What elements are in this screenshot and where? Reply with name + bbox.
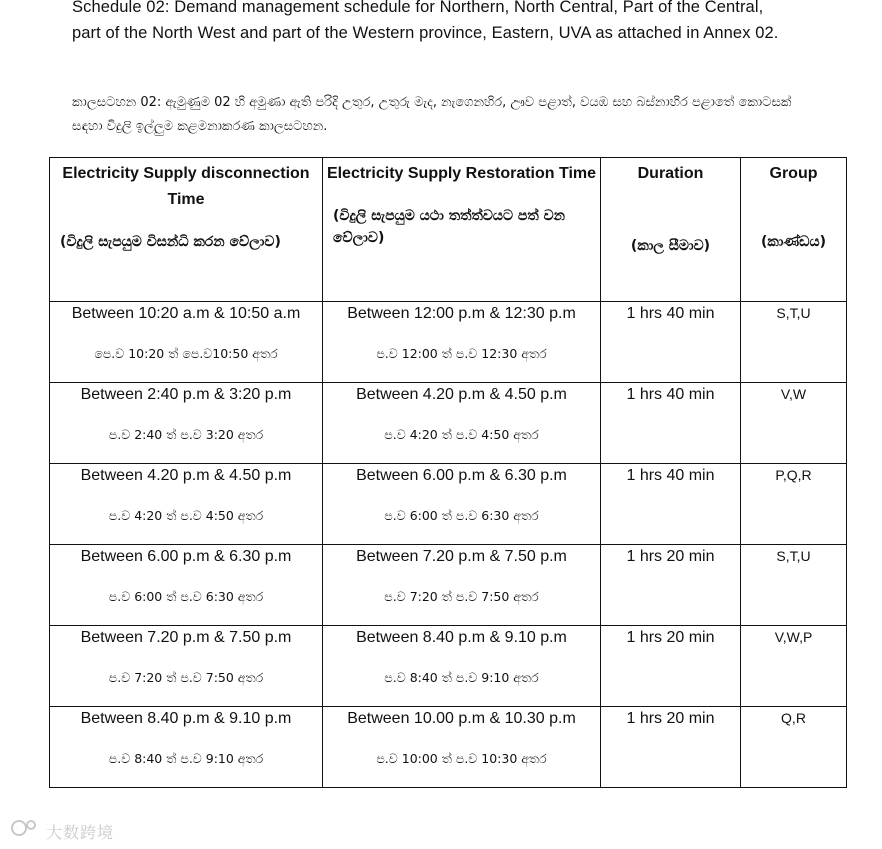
disconnect-cell — [50, 464, 323, 545]
header-restoration — [323, 158, 601, 302]
table-row — [50, 383, 847, 464]
disconnect-time-si: ප.ව 2:40 ත් ප.ව 3:20 අතර — [108, 427, 264, 442]
disconnect-time-en: Between 10:20 a.m & 10:50 a.m — [71, 305, 301, 322]
duration-value: 1 hrs 20 min — [626, 710, 715, 727]
restore-time-si: ප.ව 7:20 ත් ප.ව 7:50 අතර — [384, 589, 539, 604]
restore-time-en: Between 8.40 p.m & 9.10 p.m — [356, 629, 567, 646]
restore-time-en: Between 10.00 p.m & 10.30 p.m — [347, 710, 576, 727]
duration-value: 1 hrs 20 min — [626, 548, 715, 565]
disconnect-time-si: ප.ව 7:20 ත් ප.ව 7:50 අතර — [108, 670, 264, 685]
duration-cell — [601, 707, 741, 788]
watermark-logo-icon — [10, 823, 46, 842]
group-value: V,W — [780, 386, 807, 402]
disconnect-time-si: ප.ව 4:20 ත් ප.ව 4:50 අතර — [108, 508, 264, 523]
table-row — [50, 626, 847, 707]
disconnect-cell — [50, 383, 323, 464]
restore-cell — [323, 707, 601, 788]
disconnect-time-en: Between 8.40 p.m & 9.10 p.m — [80, 710, 292, 727]
watermark-text: 大数跨境 — [46, 823, 115, 842]
watermark — [10, 818, 114, 843]
restore-time-si: ප.ව 4:20 ත් ප.ව 4:50 අතර — [384, 427, 539, 442]
disconnect-time-si: පෙ.ව 10:20 ත් පෙ.ව10:50 අතර — [94, 346, 278, 361]
group-cell — [741, 383, 847, 464]
group-cell — [741, 302, 847, 383]
group-cell — [741, 626, 847, 707]
disconnect-time-en: Between 6.00 p.m & 6.30 p.m — [80, 548, 292, 565]
header-restoration-en: Electricity Supply Restoration Time — [326, 165, 597, 182]
group-value: V,W,P — [774, 629, 813, 645]
disconnect-time-en: Between 2:40 p.m & 3:20 p.m — [80, 386, 292, 403]
duration-cell — [601, 626, 741, 707]
duration-cell — [601, 302, 741, 383]
duration-cell — [601, 464, 741, 545]
header-duration — [601, 158, 741, 302]
restore-time-si: ප.ව 10:00 ත් ප.ව 10:30 අතර — [376, 751, 547, 766]
disconnect-cell — [50, 545, 323, 626]
restore-time-si: ප.ව 12:00 ත් ප.ව 12:30 අතර — [376, 346, 547, 361]
schedule-table — [49, 157, 847, 788]
restore-time-en: Between 7.20 p.m & 7.50 p.m — [356, 548, 567, 565]
group-value: Q,R — [781, 710, 806, 726]
header-duration-en: Duration — [637, 165, 704, 182]
header-duration-si: (කාල සීමාව) — [630, 238, 711, 254]
header-disconnection-en: Electricity Supply disconnection Time — [62, 165, 310, 208]
duration-cell — [601, 545, 741, 626]
header-restoration-si: (විදුලි සැපයුම යථා තත්ත්වයට පත් වන වේලාව) — [333, 208, 566, 246]
header-disconnection — [50, 158, 323, 302]
disconnect-cell — [50, 707, 323, 788]
restore-cell — [323, 464, 601, 545]
header-group-si: (කාණ්ඩය) — [761, 234, 826, 250]
disconnect-time-si: ප.ව 8:40 ත් ප.ව 9:10 අතර — [108, 751, 264, 766]
intro-sinhala: කාලසටහන 02: ඇමුණුම 02 හි අමුණා ඇති පරිදි උතුර, උතුරු මැද, නැගෙනහිර, ඌව පළාත්, වයඹ සහ බස්නාහිර පළාතේ කොටසක් සඳහා විදුලි ඉල්ලුම කළමනාකරණ කාලසටහන. — [72, 95, 792, 134]
group-value: S,T,U — [776, 305, 811, 321]
restore-time-si: ප.ව 6:00 ත් ප.ව 6:30 අතර — [384, 508, 539, 523]
restore-cell — [323, 545, 601, 626]
duration-value: 1 hrs 40 min — [626, 467, 715, 484]
group-cell — [741, 545, 847, 626]
restore-time-si: ප.ව 8:40 ත් ප.ව 9:10 අතර — [384, 670, 539, 685]
disconnect-time-si: ප.ව 6:00 ත් ප.ව 6:30 අතර — [108, 589, 264, 604]
restore-time-en: Between 6.00 p.m & 6.30 p.m — [356, 467, 567, 484]
disconnect-cell — [50, 302, 323, 383]
disconnect-time-en: Between 4.20 p.m & 4.50 p.m — [80, 467, 292, 484]
disconnect-cell — [50, 626, 323, 707]
intro-english: Schedule 02: Demand management schedule for Northern, North Central, Part of the Central, part of the North West and part of the Western province, Eastern, UVA as attached in Annex 02. — [72, 0, 779, 42]
table-header-row — [50, 158, 847, 302]
restore-time-en: Between 4.20 p.m & 4.50 p.m — [356, 386, 567, 403]
table-row — [50, 707, 847, 788]
group-cell — [741, 464, 847, 545]
group-value: P,Q,R — [775, 467, 812, 483]
restore-cell — [323, 626, 601, 707]
duration-value: 1 hrs 40 min — [626, 386, 715, 403]
restore-time-en: Between 12:00 p.m & 12:30 p.m — [347, 305, 576, 322]
table-row — [50, 545, 847, 626]
header-group — [741, 158, 847, 302]
duration-value: 1 hrs 40 min — [626, 305, 715, 322]
restore-cell — [323, 302, 601, 383]
group-value: S,T,U — [776, 548, 811, 564]
table-row — [50, 464, 847, 545]
duration-value: 1 hrs 20 min — [626, 629, 715, 646]
disconnect-time-en: Between 7.20 p.m & 7.50 p.m — [80, 629, 292, 646]
header-disconnection-si: (විදුලි සැපයුම විසන්ධි කරන වේලාව) — [60, 234, 281, 250]
restore-cell — [323, 383, 601, 464]
table-row — [50, 302, 847, 383]
header-group-en: Group — [769, 165, 818, 182]
group-cell — [741, 707, 847, 788]
duration-cell — [601, 383, 741, 464]
